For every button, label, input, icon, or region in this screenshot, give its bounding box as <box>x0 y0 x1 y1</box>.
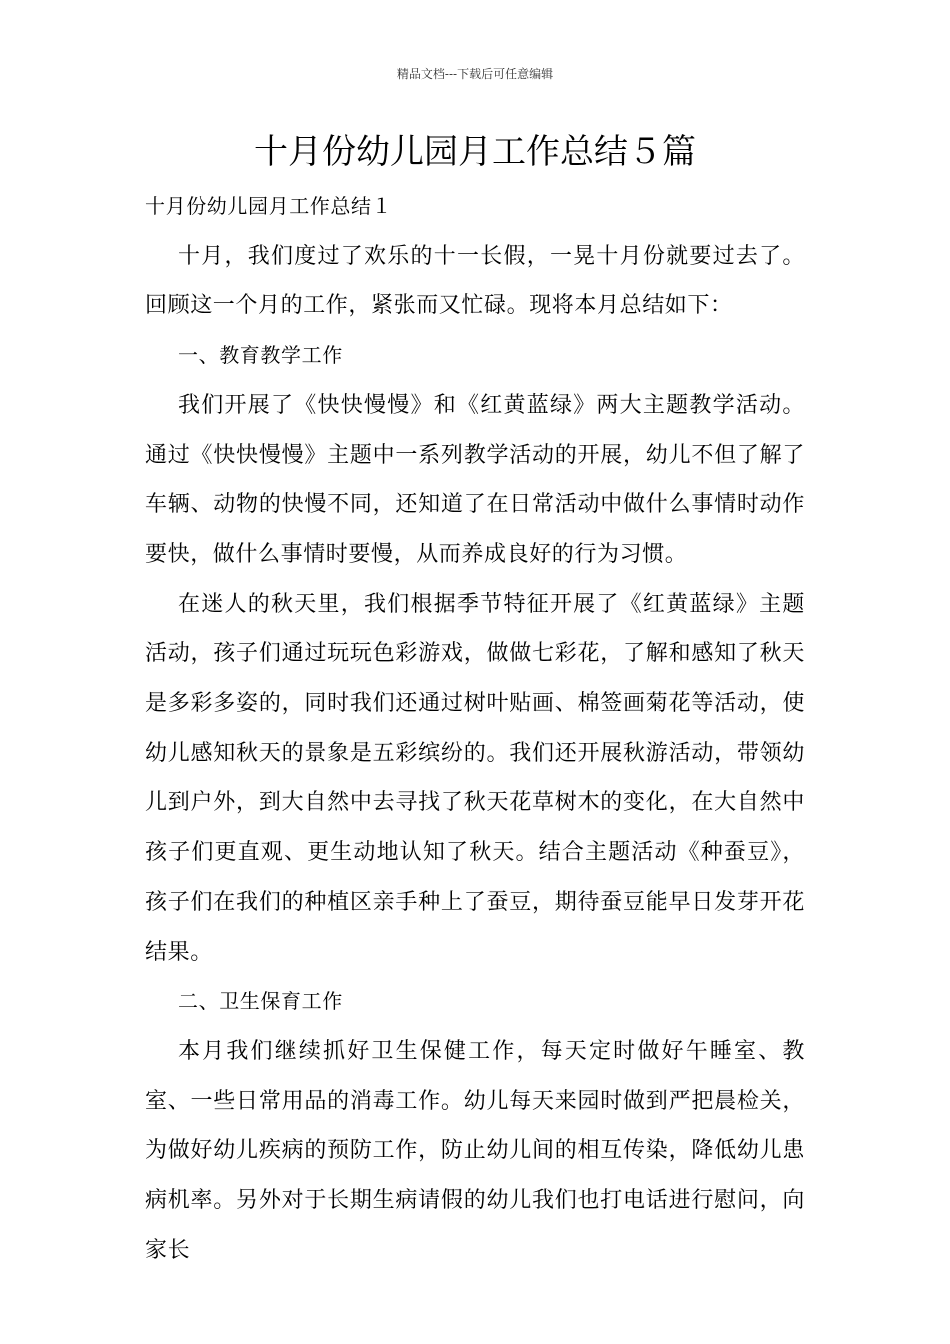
section-heading-teaching: 一、教育教学工作 <box>178 343 343 368</box>
document-title: 十月份幼儿园月工作总结５篇 <box>254 132 696 172</box>
section-heading-health: 二、卫生保育工作 <box>178 989 343 1014</box>
health-paragraph: 本月我们继续抓好卫生保健工作，每天定时做好午睡室、教室、一些日常用品的消毒工作。幼儿每天来园时做到严把晨检关，为做好幼儿疾病的预防工作，防止幼儿间的相互传染，降低幼儿患病机率。另外对于长期生病请假的幼儿我们也打电话进行慰问，向家长 <box>145 1038 805 1263</box>
header-note: 精品文档---下载后可任意编辑 <box>396 67 554 81</box>
teaching-paragraph: 我们开展了《快快慢慢》和《红黄蓝绿》两大主题教学活动。通过《快快慢慢》主题中一系列教学活动的开展，幼儿不但了解了车辆、动物的快慢不同，还知道了在日常活动中做什么事情时动作要快，做什么事情时要慢，从而养成良好的行为习惯。 <box>145 392 805 567</box>
intro-paragraph: 十月，我们度过了欢乐的十一长假，一晃十月份就要过去了。回顾这一个月的工作，紧张而又忙碌。现将本月总结如下： <box>145 243 805 319</box>
section-subtitle: 十月份幼儿园月工作总结１ <box>145 194 393 218</box>
document-body <box>145 182 805 1275</box>
autumn-paragraph: 在迷人的秋天里，我们根据季节特征开展了《红黄蓝绿》主题活动，孩子们通过玩玩色彩游戏，做做七彩花，了解和感知了秋天是多彩多姿的，同时我们还通过树叶贴画、棉签画菊花等活动，使幼儿感知秋天的景象是五彩缤纷的。我们还开展秋游活动，带领幼儿到户外，到大自然中去寻找了秋天花草树木的变化，在大自然中孩子们更直观、更生动地认知了秋天。结合主题活动《种蚕豆》，孩子们在我们的种植区亲手种上了蚕豆，期待蚕豆能早日发芽开花结果。 <box>145 591 805 965</box>
